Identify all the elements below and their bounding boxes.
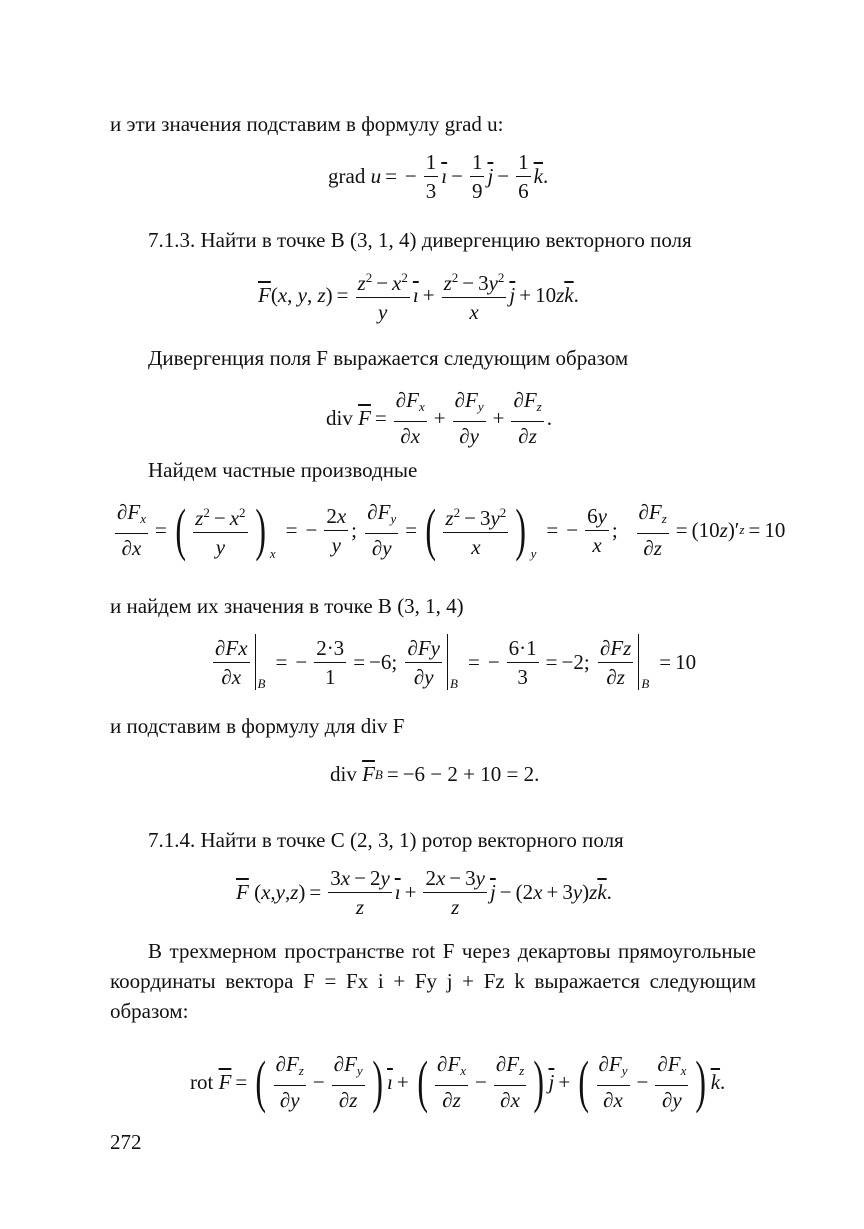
text-partials-intro: Найдем частные производные — [148, 458, 418, 482]
formula-grad: grad u = − $\frac{1}{3}$ $\overline{ı}$ − $\frac{1}{9}$ $\overline{j}$ − $\frac{1}{6}$ $\overline{k}$ . — [328, 150, 549, 203]
formula-values-at-B: $\frac{\partial Fx}{\partial x}$ B = − $\frac{2\cdot 3}{1}$ = −6; $\frac{\partial Fy}{\partial y}$ B = − $\frac{6\cdot 1}{3}$ = −2; $\frac{\partial Fz}{\partial z}$ B = 10 — [215, 635, 697, 691]
formula-partials: $\frac{\partial F_x}{\partial x}$ = ( $\frac{z^2 - x^2}{y}$ ) x = − $\frac{2x}{y}$ ; $\frac{\partial F_y}{\partial y}$ = ( $\frac{z^2 - 3y^2}{x}$ ) y = − $\frac{6y}{x}$ ; $\frac{\partial F_z}{\partial z}$ = (10 z )′ z = 10 — [117, 497, 786, 562]
task-7-1-3: 7.1.3. Найти в точке B (3, 1, 4) дивергенцию векторного поля — [148, 228, 692, 252]
text-subst-intro: и подставим в формулу для div F — [110, 714, 405, 738]
text-line-grad-intro: и эти значения подставим в формулу grad u: — [110, 112, 504, 136]
text-rot-intro: В трехмерном пространстве rot F через декартовы прямоугольные координаты вектора F = Fx i + Fy j + Fz k выражается следующим образом: — [110, 939, 756, 1023]
page-number: 272 — [110, 1130, 142, 1154]
formula-field-F-rot: $\overline{F}$ ( x , y , z ) = $\frac{3x - 2y}{z}$ $\overline{ı}$ + $\frac{2x - 3y}{z}$ $\overline{j}$ − (2 x + 3 y ) z $\overline{k}$ . — [236, 866, 612, 919]
task-7-1-4: 7.1.4. Найти в точке C (2, 3, 1) ротор векторного поля — [148, 828, 624, 852]
formula-div-at-B: div $\overline{F}$ B = −6 − 2 + 10 = 2. — [330, 762, 540, 786]
text-div-intro: Дивергенция поля F выражается следующим образом — [148, 346, 629, 370]
formula-rot-def: rot $\overline{F}$ = ( $\frac{\partial F_z}{\partial y}$ − $\frac{\partial F_y}{\partial z}$ ) $\overline{ı}$ + ( $\frac{\partial F_x}{\partial z}$ − $\frac{\partial F_z}{\partial x}$ ) $\overline{j}$ + ( $\frac{\partial F_y}{\partial x}$ − $\frac{\partial F_x}{\partial y}$ ) $\overline{k}$ . — [190, 1049, 726, 1114]
text-values-intro: и найдем их значения в точке B (3, 1, 4) — [110, 594, 464, 618]
formula-div-def: div $\overline{F}$ = $\frac{\partial F_x}{\partial x}$ + $\frac{\partial F_y}{\partial y}$ + $\frac{\partial F_z}{\partial z}$ . — [326, 388, 552, 448]
formula-field-F-div: $\overline{F}$ ( x , y , z ) = $\frac{z^2 - x^2}{y}$ $\overline{ı}$ + $\frac{z^2 - 3y^2}{x}$ $\overline{j}$ + 10 z $\overline{k}$ . — [258, 266, 579, 324]
